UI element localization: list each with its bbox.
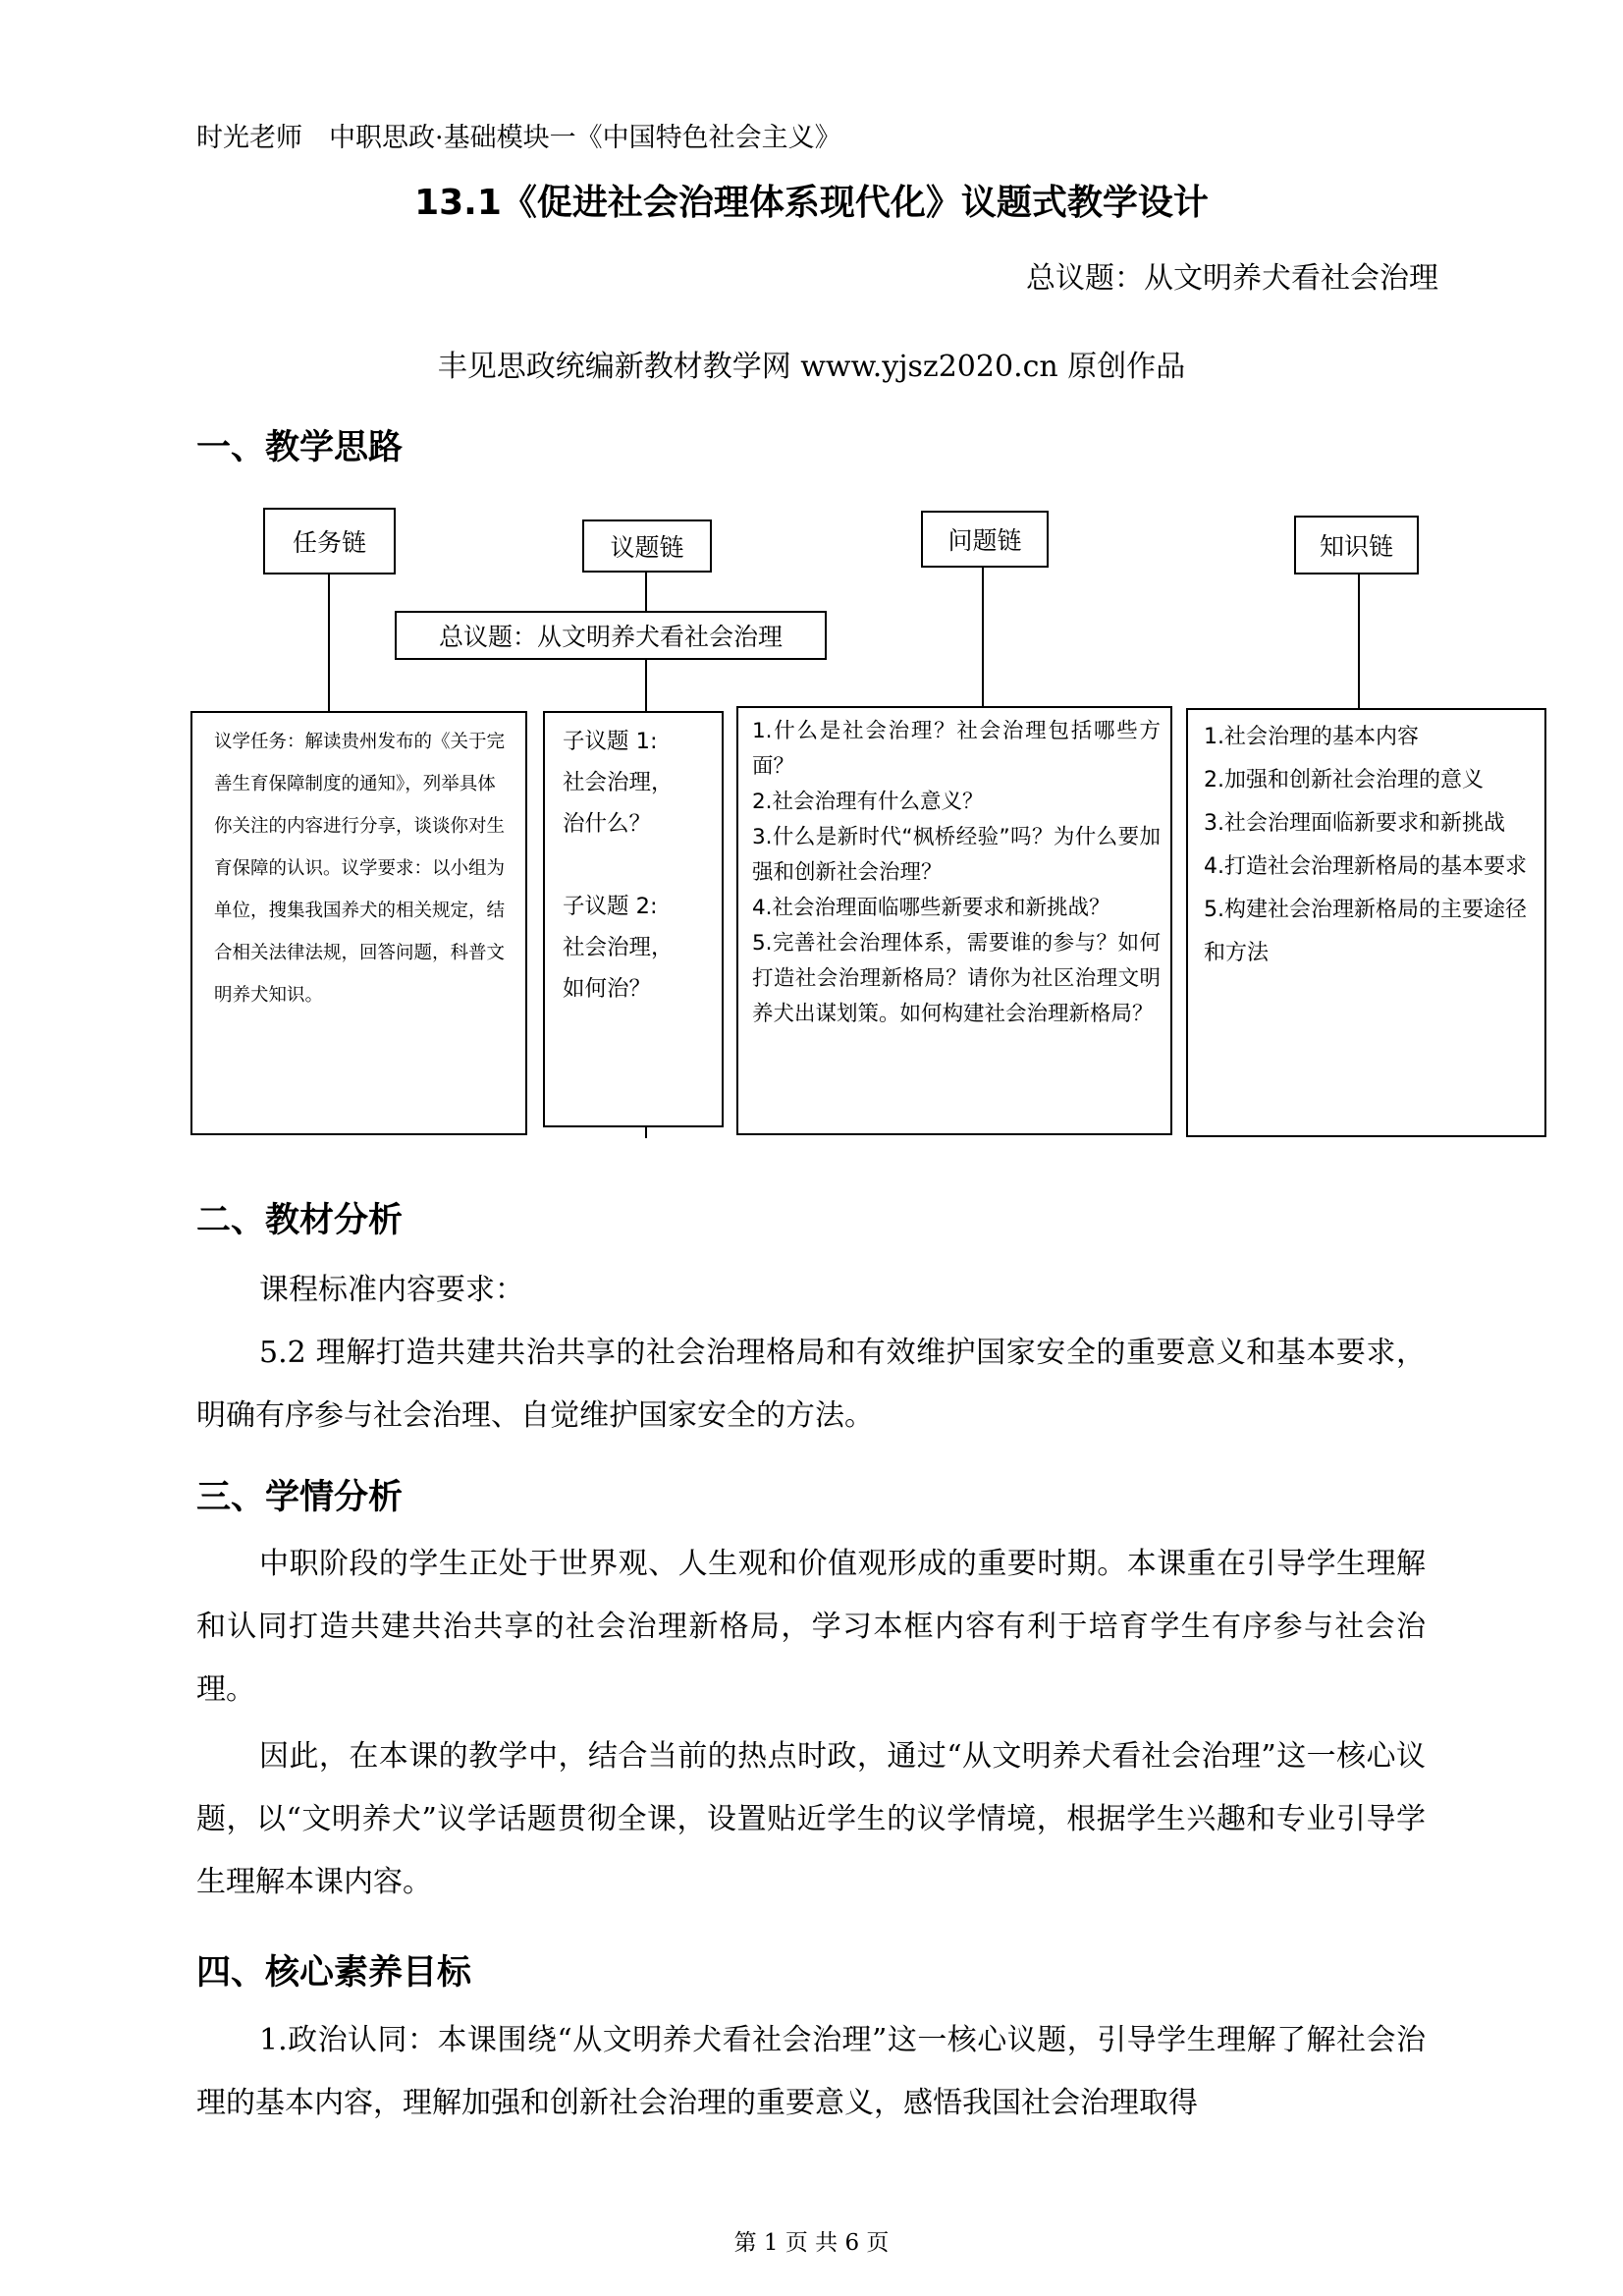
question-4: 4.社会治理面临哪些新要求和新挑战？ — [752, 896, 1110, 920]
knowledge-4: 4.打造社会治理新格局的基本要求 — [1204, 854, 1527, 879]
chain-label-question: 问题链 — [947, 526, 1022, 555]
chain-label-topic: 议题链 — [610, 533, 684, 562]
curriculum-label: 课程标准内容要求： — [259, 1273, 524, 1307]
knowledge-1: 1.社会治理的基本内容 — [1204, 725, 1419, 749]
question-2: 2.社会治理有什么意义？ — [752, 790, 984, 814]
section-heading-4: 四、核心素养目标 — [196, 1953, 472, 1993]
student-analysis-p1: 中职阶段的学生正处于世界观、人生观和价值观形成的重要时期。本课重在引导学生理解和认同打造共建共治共享的社会治理新格局，学习本框内容有利于培育学生有序参与社会治理。 — [196, 1547, 1426, 1707]
overall-topic: 总议题：从文明养犬看社会治理 — [1026, 261, 1438, 296]
page-footer: 第 1 页 共 6 页 — [733, 2230, 890, 2256]
question-chain-box — [736, 706, 1172, 1135]
connector-task — [328, 574, 330, 712]
section-heading-1: 一、教学思路 — [196, 428, 404, 467]
subtopic-1-line-3: 治什么？ — [563, 811, 652, 837]
connector-topic-top — [645, 573, 647, 613]
subtopic-2-title: 子议题 2: — [563, 894, 658, 919]
page-header: 时光老师 中职思政·基础模块一《中国特色社会主义》 — [196, 123, 841, 153]
curriculum-content: 5.2 理解打造共建共治共享的社会治理格局和有效维护国家安全的重要意义和基本要求，明确有序参与社会治理、自觉维护国家安全的方法。 — [196, 1336, 1426, 1433]
connector-knowledge — [1358, 574, 1360, 708]
chain-box-topic — [582, 519, 712, 573]
subtopic-list — [545, 713, 722, 1010]
knowledge-3: 3.社会治理面临新要求和新挑战 — [1204, 811, 1505, 836]
connector-topic-bottom — [645, 658, 647, 712]
subtopic-2-line-3: 如何治？ — [563, 976, 652, 1002]
goal-political: 1.政治认同：本课围绕“从文明养犬看社会治理”这一核心议题，引导学生理解了解社会治理的基本内容，理解加强和创新社会治理的重要意义，感悟我国社会治理取得 — [196, 2023, 1426, 2120]
document-title: 13.1《促进社会治理体系现代化》议题式教学设计 — [414, 183, 1209, 223]
chain-label-knowledge: 知识链 — [1319, 532, 1393, 561]
question-list — [738, 708, 1170, 1032]
question-5: 5.完善社会治理体系，需要谁的参与？如何打造社会治理新格局？请你为社区治理文明养犬出谋划策。如何构建社会治理新格局？ — [752, 931, 1161, 1026]
subtopic-1-line-2: 社会治理， — [563, 770, 674, 795]
source-line: 丰见思政统编新教材教学网 www.yjsz2020.cn 原创作品 — [437, 350, 1186, 384]
knowledge-5: 5.构建社会治理新格局的主要途径和方法 — [1204, 898, 1527, 965]
knowledge-2: 2.加强和创新社会治理的意义 — [1204, 768, 1484, 793]
section-heading-3: 三、学情分析 — [196, 1478, 404, 1517]
overall-topic-box-label: 总议题：从文明养犬看社会治理 — [438, 623, 783, 651]
chain-label-task: 任务链 — [292, 528, 366, 557]
subtopic-2-line-2: 社会治理， — [563, 935, 674, 960]
chain-box-question — [921, 511, 1049, 568]
student-analysis-p2: 因此，在本课的教学中，结合当前的热点时政，通过“从文明养犬看社会治理”这一核心议题，以“文明养犬”议学话题贯彻全课，设置贴近学生的议学情境，根据学生兴趣和专业引导学生理解本课内容。 — [196, 1739, 1426, 1899]
chain-box-knowledge — [1294, 516, 1419, 574]
section-heading-2: 二、教材分析 — [196, 1201, 404, 1240]
knowledge-list — [1188, 710, 1544, 975]
knowledge-chain-box — [1186, 708, 1546, 1137]
subtopic-1-title: 子议题 1: — [563, 729, 658, 754]
connector-question — [982, 568, 984, 706]
topic-chain-box — [543, 711, 724, 1127]
task-chain-text: 议学任务：解读贵州发布的《关于完善生育保障制度的通知》，列举具体你关注的内容进行分享，谈谈你对生育保障的认识。议学要求：以小组为单位，搜集我国养犬的相关规定，结合相关法律法规，回答问题，科普文明养犬知识。 — [214, 732, 506, 1006]
overall-topic-box — [395, 611, 827, 660]
task-chain-box — [190, 711, 527, 1135]
chain-box-task — [263, 508, 396, 574]
question-1: 1.什么是社会治理？社会治理包括哪些方面？ — [752, 719, 1161, 779]
question-3: 3.什么是新时代“枫桥经验”吗？为什么要加强和创新社会治理？ — [752, 825, 1161, 885]
connector-topic-tail — [645, 1126, 647, 1138]
